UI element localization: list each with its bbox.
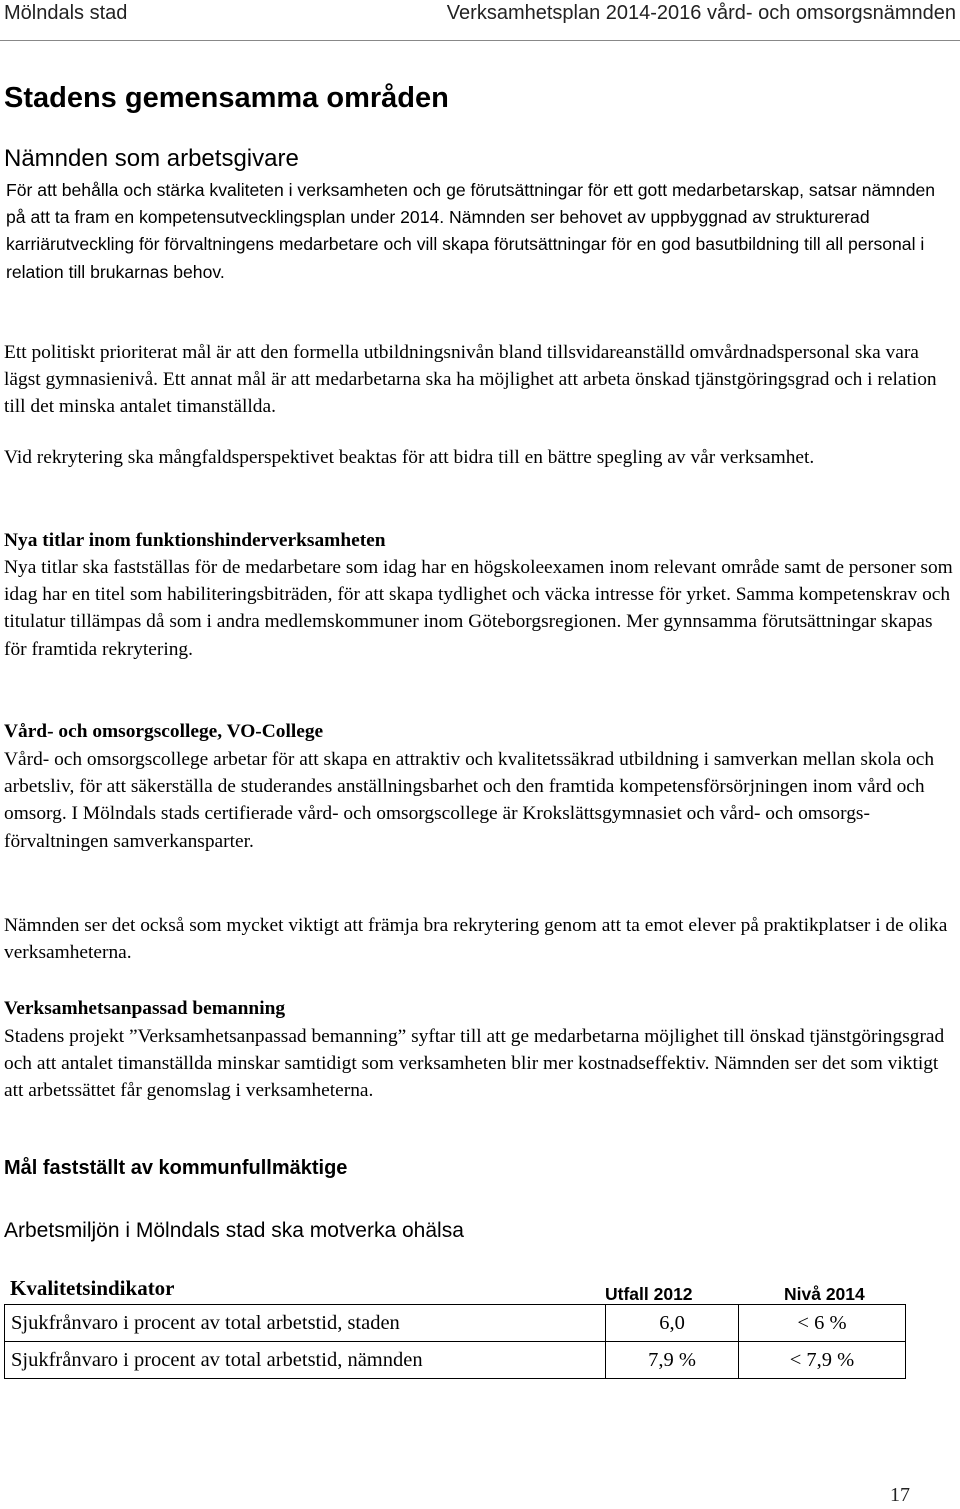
indicator-table-title: Kvalitetsindikator (10, 1276, 175, 1300)
employer-paragraph-3: Vid rekrytering ska mångfaldsperspektivet beaktas för att bidra till en bättre spegling av vår verksamhet. (4, 447, 815, 468)
goals-heading: Mål fastställt av kommunfullmäktige (4, 1157, 348, 1179)
indicator-outcome: 7,9 % (606, 1342, 739, 1379)
column-header-outcome: Utfall 2012 (605, 1284, 693, 1304)
indicator-level: < 7,9 % (739, 1342, 906, 1379)
indicator-table (4, 1304, 906, 1379)
page-title: Stadens gemensamma områden (4, 82, 449, 114)
employer-paragraph-2: Ett politiskt prioriterat mål är att den formella utbildningsnivån bland tillsvidareanställd omvårdnadspersonal ska vara lägst gymnasienivå. Ett annat mål är att medarbetarna ska ha möjlighet att arbeta önskad tjänstgöringsgrad och i relation till det minska antalet timanställda. (4, 342, 937, 418)
section-heading-staffing: Verksamhetsanpassad bemanning (4, 998, 286, 1019)
table-row (5, 1342, 906, 1379)
vo-college-paragraph: Vård- och omsorgscollege arbetar för att skapa en attraktiv och kvalitetssäkrad utbildning i samverkan mellan skola och arbetsliv, för att säkerställa de studerandes anställningsbarhet och den framtida kompetensförsörjningen inom vård och omsorg. I Mölndals stads certifierade vård- och omsorgscollege är Krokslättsgymnasiet och vård- och omsorgs-förvaltningen samverkansparter. (4, 749, 935, 852)
employer-intro-paragraph: För att behålla och stärka kvaliteten i verksamheten och ge förutsättningar för ett gott medarbetarskap, satsar nämnden på att ta fram en kompetensutvecklingsplan under 2014. Nämnden ser behovet av uppbyggnad av strukturerad karriärutveckling för förvaltningens medarbetare och vill skapa förutsättningar för en god basutbildning till all personal i relation till brukarnas behov. (6, 180, 936, 282)
section-heading-vo-college: Vård- och omsorgscollege, VO-College (4, 721, 324, 742)
header-organization: Mölndals stad (4, 2, 128, 24)
page-number: 17 (890, 1484, 910, 1506)
vo-college-paragraph-2: Nämnden ser det också som mycket viktigt att främja bra rekrytering genom att ta emot elever på praktikplatser i de olika verksamheterna. (4, 915, 948, 964)
header-divider (0, 40, 960, 41)
section-heading-employer: Nämnden som arbetsgivare (4, 145, 299, 172)
section-heading-new-titles: Nya titlar inom funktionshinderverksamheten (4, 530, 386, 551)
indicator-label: Sjukfrånvaro i procent av total arbetstid, nämnden (5, 1342, 606, 1379)
staffing-paragraph: Stadens projekt ”Verksamhetsanpassad bemanning” syftar till att ge medarbetarna möjlighet till önskad tjänstgöringsgrad och att antalet timanställda minskar samtidigt som verksamheten blir mer kostnadseffektiv. Nämnden ser det som viktigt att arbetssättet får genomslag i verksamheterna. (4, 1026, 945, 1102)
indicator-label: Sjukfrånvaro i procent av total arbetstid, staden (5, 1305, 606, 1342)
indicator-level: < 6 % (739, 1305, 906, 1342)
table-row (5, 1305, 906, 1342)
indicator-outcome: 6,0 (606, 1305, 739, 1342)
goal-statement: Arbetsmiljön i Mölndals stad ska motverka ohälsa (4, 1219, 464, 1242)
new-titles-paragraph: Nya titlar ska fastställas för de medarbetare som idag har en högskoleexamen inom relevant område samt de personer som idag har en titel som habiliteringsbiträden, för att skapa tydlighet och väcka intresse för yrket. Samma kompetenskrav och titulatur tillämpas då som i andra medlemskommuner inom Göteborgsregionen. Mer gynnsamma förutsättningar skapas för framtida rekrytering. (4, 557, 953, 660)
column-header-level: Nivå 2014 (784, 1284, 865, 1304)
header-document-title: Verksamhetsplan 2014-2016 vård- och omsorgsnämnden (446, 2, 956, 24)
